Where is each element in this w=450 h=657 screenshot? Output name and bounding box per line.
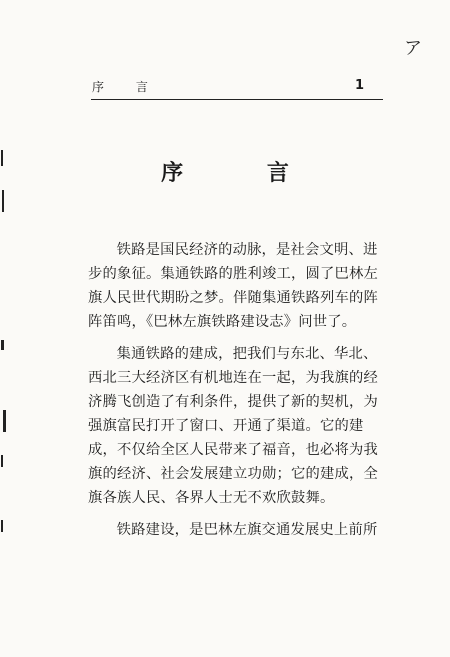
scan-mark <box>1 340 4 350</box>
scan-mark <box>3 410 6 432</box>
scan-mark <box>2 190 4 212</box>
page-number: 1 <box>354 78 364 93</box>
body-text <box>88 238 388 550</box>
header-rule <box>91 99 383 100</box>
running-title: 序 言 <box>92 80 162 94</box>
paragraph-1: 铁路是国民经济的动脉，是社会文明、进步的象征。集通铁路的胜利竣工，圆了巴林左旗人民世代期盼之梦。伴随集通铁路列车的阵阵笛鸣，《巴林左旗铁路建设志》问世了。 <box>88 242 378 330</box>
running-header <box>92 78 382 98</box>
corner-handwritten-mark: ア <box>404 38 422 59</box>
scan-mark <box>1 520 3 532</box>
paragraph-2: 集通铁路的建成，把我们与东北、华北、西北三大经济区有机地连在一起，为我旗的经济腾飞创造了有利条件，提供了新的契机，为强旗富民打开了窗口、开通了渠道。它的建成，不仅给全区人民带来了福音，也必将为我旗的经济、社会发展建立功勋；它的建成，全旗各族人民、各界人士无不欢欣鼓舞。 <box>88 346 378 506</box>
scan-mark <box>1 455 3 467</box>
chapter-title: 序 言 <box>161 160 327 186</box>
paragraph-3: 铁路建设，是巴林左旗交通发展史上前所 <box>116 522 378 538</box>
